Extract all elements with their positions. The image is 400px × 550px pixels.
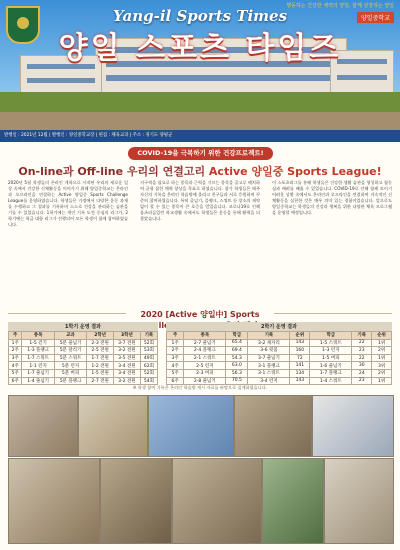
table-cell: 5분 런지 [54,362,86,370]
table-cell: 3-7 전원 [114,339,141,347]
table-cell: 2-5 전원 [87,347,114,355]
masthead-title-en: Yang-il Sports Times [112,7,288,25]
table-header-cell: 학급 [310,332,352,340]
table-cell: 143 [290,339,310,347]
table-header-cell: 종목 [22,332,55,340]
table-header-cell: 주 [167,332,184,340]
table-cell: 1-3 런지 [310,347,352,355]
school-tag: 양일중학교 [357,12,394,23]
table-cell: 5분 버피 [54,369,86,377]
table-header-cell: 기록 [352,332,372,340]
table-cell: 2-1 스쿼트 [184,354,226,362]
table-header-cell: 순위 [372,332,392,340]
table-cell: 1-5 전원 [87,369,114,377]
photo-students-training [8,458,100,544]
table-cell: 5분 달리기 [54,347,86,355]
table-cell: 141 [290,362,310,370]
table-row [167,347,392,355]
table-cell: 24 [352,369,372,377]
table-cell: 160 [290,347,310,355]
table-cell: 30 [352,362,372,370]
photo-jump-rope [100,458,172,544]
table-header-cell: 교과 [54,332,86,340]
table-cell: 2위 [372,369,392,377]
table-cell: 4주 [9,362,22,370]
table-cell: 3-2 제자리 [248,339,290,347]
table-row [167,369,392,377]
table-row [9,347,158,355]
table-cell: 52회 [140,369,157,377]
tables-title: 2020 [Active 양일中] Sports Challenge [126,309,274,331]
slogan: 행동하는 건강한 체력의 양일, 함께 성장하는 양일 [286,3,394,9]
table-header-cell: 종목 [184,332,226,340]
table-cell: 3-2 전원 [114,377,141,385]
table-cell: 1위 [372,339,392,347]
table-cell: 3-4 런지 [248,377,290,385]
playground [0,112,400,130]
article-headline [0,163,400,179]
table-cell: 143 [290,377,310,385]
table-cell: 134 [290,369,310,377]
table-cell: 3-6 윗몸 [248,347,290,355]
article-column-2: 지구력을 필요로 하는 종목과 근력을 기르는 종목을 골고루 배치하여 균형 잡힌 체력 향상을 목표로 하였습니다. 참가 학생들은 매주 자신의 기록을 온라인 학습방에 올리고 친구들과 서로 응원하며 꾸준히 참여하였습니다. 특히 줄넘기, 플랭크, 스쿼트 등 장소의 제약 없이 할 수 있는 종목이 큰 호응을 얻었습니다. 코로나19로 인해 움츠러들었던 학교생활 속에서도 학생들은 운동을 통해 활력을 되찾았습니다. [140,180,260,221]
table-cell: 2-7 줄넘기 [184,339,226,347]
table-row [9,377,158,385]
table-note: ※ 학생 참여 기록은 온라인 학습방 게시 자료를 바탕으로 집계하였습니다. [132,385,268,390]
table-cell: 1-5 걷기 [22,339,55,347]
photo-online-class-screen [148,395,234,457]
table-cell: 23 [352,377,372,385]
table-cell: 3-1 스쿼트 [248,369,290,377]
table-row [167,362,392,370]
table-cell: 52회 [140,339,157,347]
table-header-cell: 2학년 [87,332,114,340]
photo-outdoor-field [262,458,324,544]
table-cell: 3-7 줄넘기 [248,354,290,362]
table-cell: 56.3 [226,369,248,377]
table-cell: 2주 [167,347,184,355]
table-cell: 4주 [167,362,184,370]
table-cell: 63.0 [226,362,248,370]
table-cell: 1-4 줄넘기 [22,377,55,385]
table-cell: 70.5 [226,377,248,385]
table-cell: 1-2 전원 [87,362,114,370]
table-header-cell: 기록 [140,332,157,340]
table-cell: 3위 [372,362,392,370]
table-header-cell: 학급 [226,332,248,340]
first-semester-table [8,322,158,385]
table-cell: 22 [352,339,372,347]
table-row [167,339,392,347]
table-cell: 3-1 플랭크 [248,362,290,370]
table-cell: 1-4 스쿼트 [310,377,352,385]
article-column-3: 이 스포츠리그를 통해 학생들은 건강한 생활 습관을 형성하고 협동심과 배려를 배울 수 있었습니다. COVID-19로 인해 함께 모이기 어려운 상황 속에서도 온라인과 오프라인을 연결하여 지속적인 신체활동을 실천한 것은 매우 의미 있는 경험이었습니다. 앞으로도 양일중학교는 학생들의 건강과 행복을 위한 다양한 체육 프로그램을 운영할 예정입니다. [272,180,392,215]
photo-hallway-exercise [8,395,78,457]
table-cell: 1위 [372,377,392,385]
table-cell: 2-4 플랭크 [184,347,226,355]
table-cell: 2-8 줄넘기 [184,377,226,385]
table-cell: 2-7 전원 [87,377,114,385]
table-cell: 53회 [140,347,157,355]
table-header-cell: 기록 [248,332,290,340]
table-cell: 1주 [9,339,22,347]
table-header-cell: 주 [9,332,22,340]
table-header-cell: 3학년 [114,332,141,340]
table-cell: 65.4 [226,339,248,347]
photo-record-board [312,395,394,457]
table-cell: 6주 [9,377,22,385]
table-row [9,369,158,377]
table-cell: 1-5 버피 [310,354,352,362]
table-cell: 6주 [167,377,184,385]
table-cell: 1주 [167,339,184,347]
second-semester-table [166,322,392,385]
table-cell: 23 [352,347,372,355]
table-cell: 1-7 플랭크 [310,369,352,377]
publication-info-bar: 발행일 : 2021년 12월 | 발행인 : 양일중학교장 | 편집 : 체육교과 | 주소 : 경기도 양평군 [0,130,400,142]
table-cell: 62회 [140,362,157,370]
table-cell: 1-1 런지 [22,362,55,370]
table-cell: 1-3 플랭크 [22,347,55,355]
table-cell: 22 [352,354,372,362]
table-header-cell: 순위 [290,332,310,340]
section-banner: COVID-19을 극복하기 위한 건강프로젝트! [128,147,273,160]
headline-part1: On-line과 Off-line 우리의 연결고리 [18,165,209,178]
table-cell: 5분 스쿼트 [54,354,86,362]
table1-caption: 1학기 운영 결과 [8,322,158,331]
table-cell: 2-3 버피 [184,369,226,377]
table-cell: 72 [290,354,310,362]
photo-class-group [324,458,394,544]
table-cell: 2-5 런지 [184,362,226,370]
table-cell: 1-7 줄넘기 [22,369,55,377]
table-cell: 3주 [167,354,184,362]
table-cell: 3-4 전원 [114,369,141,377]
table-row [167,354,392,362]
table2-caption: 2학기 운영 결과 [166,322,392,331]
table-cell: 2위 [372,347,392,355]
table-cell: 5분 줄넘기 [54,339,86,347]
tree-line [0,92,400,114]
table-row [9,354,158,362]
table-cell: 3-4 전원 [114,362,141,370]
table-cell: 1위 [372,354,392,362]
table-cell: 3주 [9,354,22,362]
table-cell: 1-6 줄넘기 [310,362,352,370]
photo-stretching [172,458,262,544]
table-cell: 1-7 스쿼트 [22,354,55,362]
table-cell: 5주 [167,369,184,377]
table-cell: 54.3 [226,354,248,362]
table-cell: 49회 [140,354,157,362]
table-cell: 1-7 전원 [87,354,114,362]
headline-part2: Active 양일중 Sports League! [208,165,382,178]
table-cell: 5주 [9,369,22,377]
table-cell: 3-2 전원 [114,347,141,355]
table-row [9,362,158,370]
table-row [167,377,392,385]
table-cell: 2-3 전원 [87,339,114,347]
masthead [0,0,400,130]
photo-classroom-exercise [78,395,148,457]
table-cell: 5분 플랭크 [54,377,86,385]
table-row [9,339,158,347]
table-cell: 54회 [140,377,157,385]
table-cell: 69.4 [226,347,248,355]
masthead-title-ko: 양일 스포츠 타임즈 [58,31,342,66]
photo-gym-activity [234,395,312,457]
table-cell: 3-5 전원 [114,354,141,362]
table-cell: 2주 [9,347,22,355]
table-cell: 1-5 스쿼트 [310,339,352,347]
article-column-1: 2020년 5월 학생들의 온라인 개학으로 시작된 우리의 새로운 일상 속에서 건강한 신체활동을 이어가기 위해 양일중학교는 온라인과 오프라인을 연결하는 Active 양일중 Sports Challenge League를 운영하였습니다. 학생들은 가정에서 다양한 운동 과제를 수행하고 그 결과를 기록하며 스스로 건강을 관리하는 습관을 기를 수 있었습니다. 1학기에는 개인 기록 도전 중심의 리그가, 2학기에는 학급 대항 리그가 진행되어 모든 학생이 함께 참여하였습니다. [8,180,128,227]
